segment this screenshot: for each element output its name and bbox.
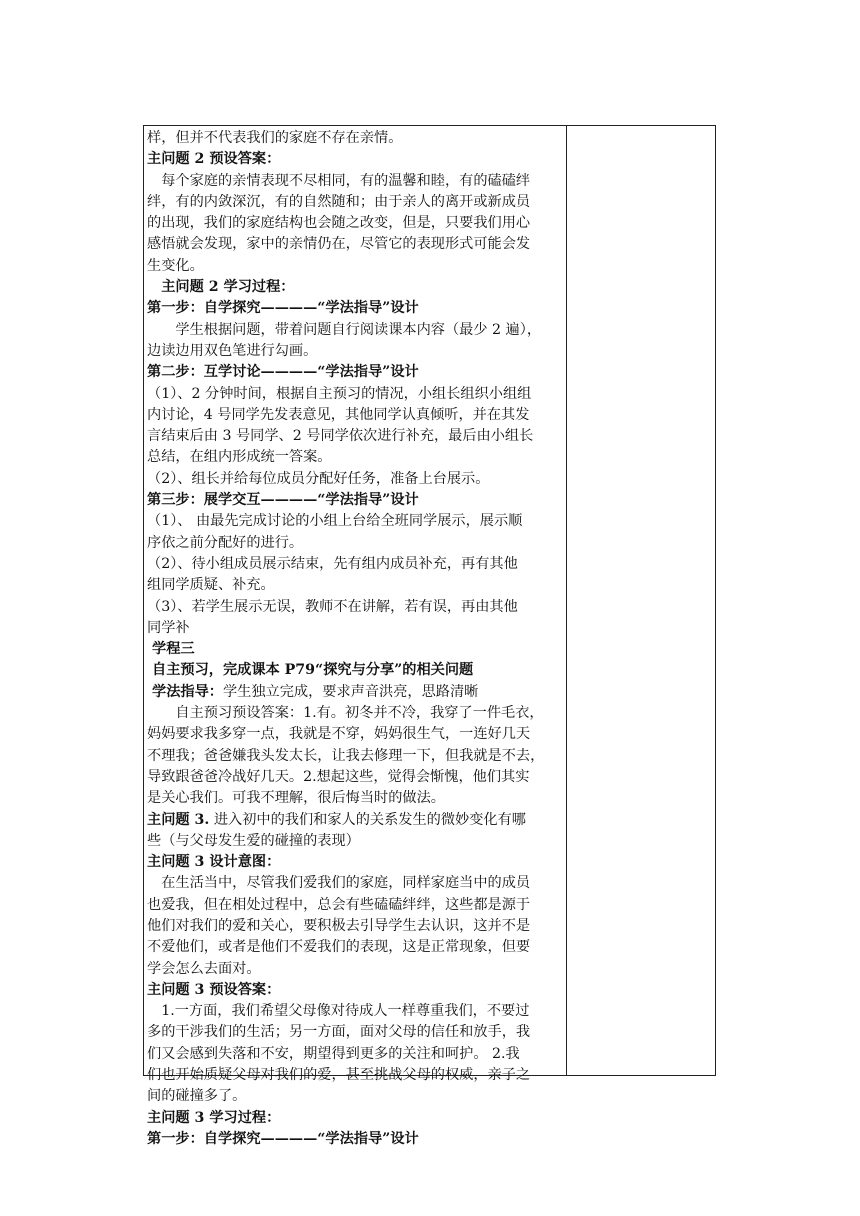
text-line: 内讨论，4 号同学先发表意见，其他同学认真倾听，并在其发 <box>147 406 530 423</box>
text-line: 主问题 3 预设答案： <box>147 981 281 998</box>
bold-label: 学法指导： <box>152 683 223 700</box>
text-line: 自主预习预设答案：1.有。初冬并不冷，我穿了一件毛衣， <box>147 705 544 722</box>
text-line: 他们对我们的爱和关心，要积极去引导学生去认识，这并不是 <box>147 917 531 934</box>
text-line: 间的碰撞多了。 <box>147 1088 247 1105</box>
text-line: 总结，在组内形成统一答案。 <box>147 449 332 466</box>
text-line: 1.一方面，我们希望父母像对待成人一样尊重我们，不要过 <box>147 1003 530 1020</box>
text-line: 也爱我，但在相处过程中，总会有些磕磕绊绊，这些都是源于 <box>147 896 531 913</box>
line-text: 学生独立完成，要求声音洪亮，思路清晰 <box>222 683 479 700</box>
text-line: 样，但并不代表我们的家庭不存在亲情。 <box>147 130 403 146</box>
text-line: 不爱他们，或者是他们不爱我们的表现，这是正常现象，但要 <box>147 939 531 956</box>
text-line: 序依之前分配好的进行。 <box>147 534 304 551</box>
line-text: 进入初中的我们和家人的关系发生的微妙变化有哪 <box>209 811 526 828</box>
text-line: 们又会感到失落和不安，期望得到更多的关注和呵护。 2.我 <box>147 1045 520 1062</box>
text-line: 妈妈要求我多穿一点，我就是不穿，妈妈很生气，一连好几天 <box>147 726 531 743</box>
text-line: 是关心我们。可我不理解，很后悔当时的做法。 <box>147 790 445 807</box>
text-line: （2）、组长并给每位成员分配好任务，准备上台展示。 <box>147 470 490 487</box>
text-line: 学生根据问题，带着问题自行阅读课本内容（最少 2 遍）， <box>147 321 542 338</box>
bold-label: 主问题 3. <box>147 811 210 828</box>
text-line: （1）、2 分钟时间，根据自主预习的情况，小组长组织小组组 <box>147 385 532 402</box>
text-line: 感悟就会发现，家中的亲情仍在，尽管它的表现形式可能会发 <box>147 236 531 253</box>
text-line: 生变化。 <box>147 257 204 274</box>
text-line: 言结束后由 3 号同学、2 号同学依次进行补充，最后由小组长 <box>147 428 534 445</box>
text-line: 主问题 3 学习过程： <box>147 1109 281 1126</box>
text-line: 组同学质疑、补充。 <box>147 577 275 594</box>
text-line: 第一步：自学探究————“学法指导”设计 <box>147 1130 419 1147</box>
content-cell <box>147 128 561 1150</box>
text-line: 不理我；爸爸嫌我头发太长，让我去修理一下，但我就是不去， <box>147 747 545 764</box>
text-line: 学程三 <box>152 641 195 658</box>
lesson-plan-table <box>143 125 716 1147</box>
text-line: 第三步：展学交互————“学法指导”设计 <box>147 492 419 509</box>
text-line: （1）、 由最先完成讨论的小组上台给全班同学展示，展示顺 <box>147 513 523 530</box>
text-line: 学会怎么去面对。 <box>147 960 261 977</box>
text-line: 些（与父母发生爱的碰撞的表现） <box>147 832 360 849</box>
text-line: 绊，有的内敛深沉，有的自然随和；由于亲人的离开或新成员 <box>147 193 531 210</box>
text-line: 每个家庭的亲情表现不尽相同，有的温馨和睦，有的磕磕绊 <box>147 172 531 189</box>
text-line: 同学补 <box>147 619 190 636</box>
text-line <box>147 810 561 831</box>
text-line <box>147 682 561 703</box>
text-line: 主问题 3 设计意图： <box>147 854 281 871</box>
text-line: 第一步：自学探究————“学法指导”设计 <box>147 300 419 317</box>
text-line: 第二步：互学讨论————“学法指导”设计 <box>147 364 419 381</box>
notes-cell <box>567 126 715 1075</box>
text-line: 们也开始质疑父母对我们的爱，甚至挑战父母的权威，亲子之 <box>147 1067 531 1084</box>
text-line: 主问题 2 学习过程： <box>147 279 295 296</box>
text-line: 在生活当中，尽管我们爱我们的家庭，同样家庭当中的成员 <box>147 875 531 892</box>
text-line: 自主预习，完成课本 P79“探究与分享”的相关问题 <box>152 662 474 679</box>
text-line: 主问题 2 预设答案： <box>147 151 281 168</box>
text-line: 的出现，我们的家庭结构也会随之改变，但是，只要我们用心 <box>147 215 531 232</box>
text-line: 导致跟爸爸冷战好几天。2.想起这些，觉得会惭愧，他们其实 <box>147 768 530 785</box>
text-line: （3）、若学生展示无误，教师不在讲解，若有误，再由其他 <box>147 598 518 615</box>
text-line: （2）、待小组成员展示结束，先有组内成员补充，再有其他 <box>147 555 518 572</box>
text-line: 边读边用双色笔进行勾画。 <box>147 342 318 359</box>
text-line: 多的干涉我们的生活；另一方面，面对父母的信任和放手，我 <box>147 1024 531 1041</box>
